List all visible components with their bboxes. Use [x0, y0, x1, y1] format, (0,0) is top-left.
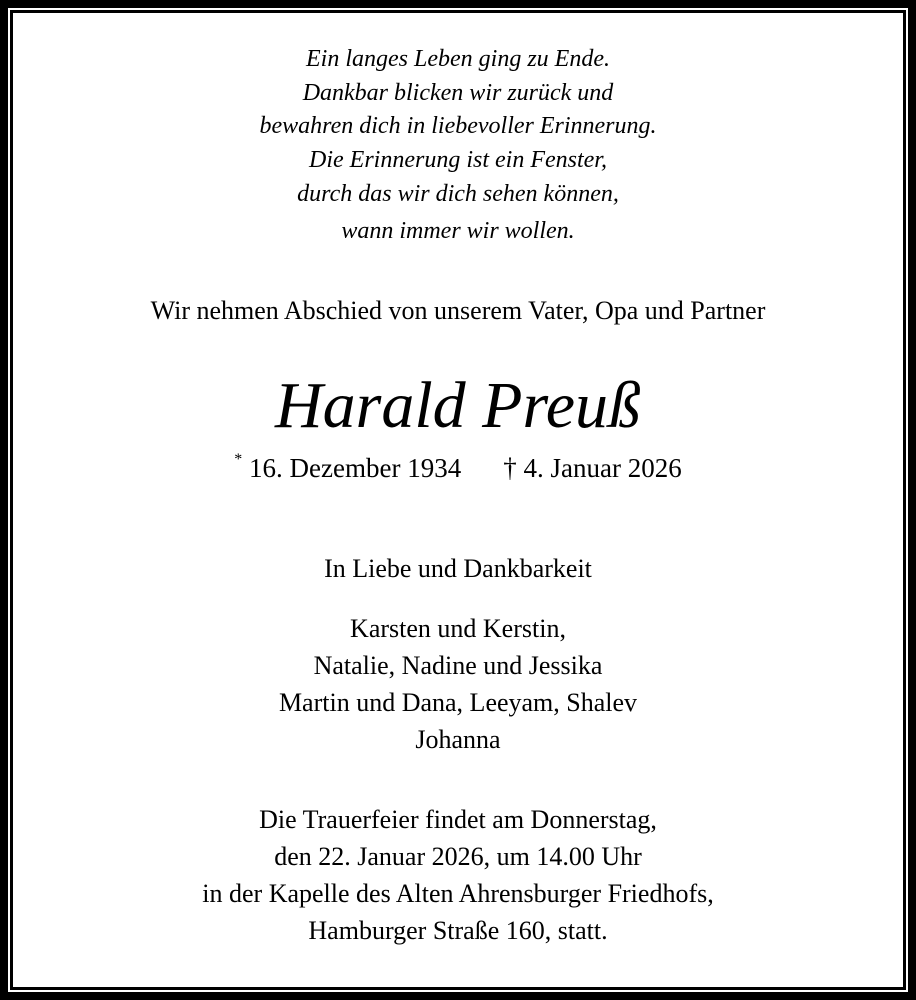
funeral-line: Die Trauerfeier findet am Donnerstag, — [259, 805, 657, 834]
poem-line: Ein langes Leben ging zu Ende. — [306, 46, 610, 72]
intro-text: Wir nehmen Abschied von unserem Vater, Opa und Partner — [150, 296, 766, 325]
birth-symbol: * — [234, 451, 243, 468]
closing-text: In Liebe und Dankbarkeit — [324, 554, 592, 583]
life-dates — [0, 453, 916, 484]
poem-line: Die Erinnerung ist ein Fenster, — [309, 147, 607, 173]
birth-date: 16. Dezember 1934 — [249, 453, 462, 483]
poem-line: bewahren dich in liebevoller Erinnerung. — [259, 113, 657, 139]
poem-line: wann immer wir wollen. — [341, 218, 575, 244]
family-line: Johanna — [415, 725, 501, 754]
family-line: Karsten und Kerstin, — [350, 614, 566, 643]
funeral-line: den 22. Januar 2026, um 14.00 Uhr — [274, 842, 642, 871]
poem-line: Dankbar blicken wir zurück und — [302, 80, 614, 106]
family-line: Natalie, Nadine und Jessika — [313, 651, 603, 680]
deceased-name: Harald Preuß — [274, 369, 642, 442]
family-line: Martin und Dana, Leeyam, Shalev — [278, 688, 638, 717]
death-date: 4. Januar 2026 — [523, 453, 682, 483]
funeral-line: Hamburger Straße 160, statt. — [308, 916, 608, 945]
death-symbol: † — [503, 453, 517, 483]
poem-line: durch das wir dich sehen können, — [297, 181, 619, 207]
funeral-line: in der Kapelle des Alten Ahrensburger Friedhofs, — [202, 879, 714, 908]
